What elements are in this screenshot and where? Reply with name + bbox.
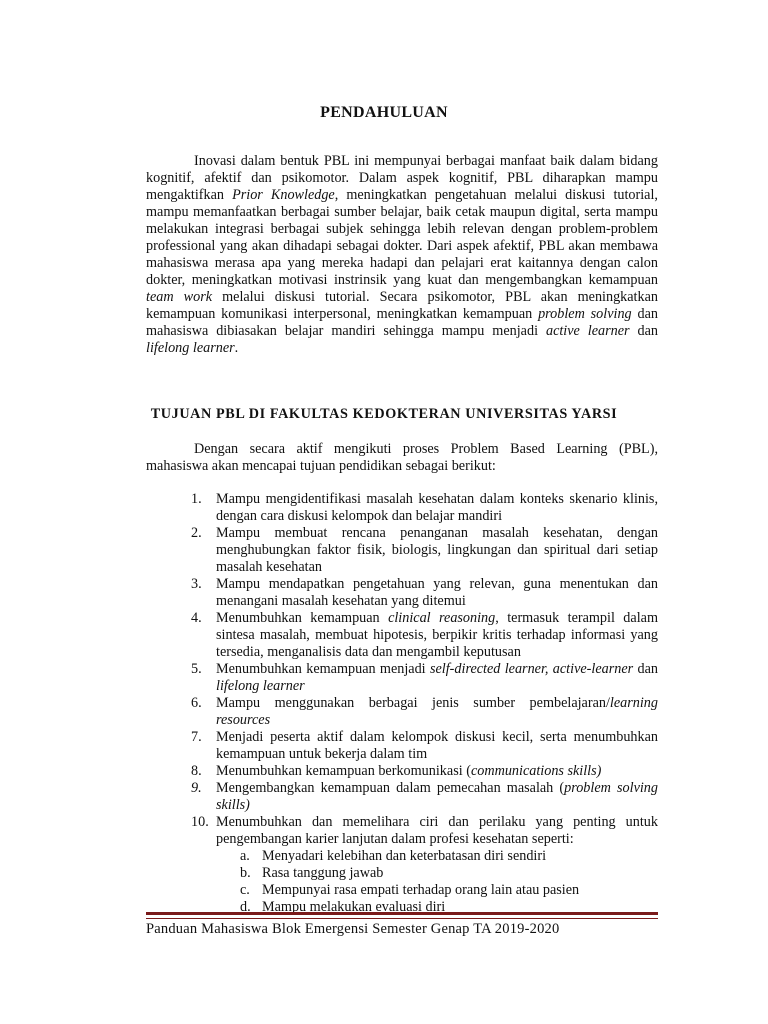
goal-text <box>216 780 658 814</box>
sub-list <box>216 848 658 916</box>
sub-item-letter: b. <box>240 865 251 881</box>
goal-segment: learning resources <box>216 695 658 728</box>
intro-text <box>146 153 658 356</box>
goal-segment: Menumbuhkan kemampuan berkomunikasi ( <box>216 763 471 779</box>
goal-item <box>146 576 658 610</box>
goal-segment: clinical reasoning <box>388 610 496 626</box>
intro-segment: problem solving <box>538 306 632 322</box>
goal-number: 3. <box>191 576 202 592</box>
goal-text <box>216 661 658 695</box>
goal-number: 2. <box>191 525 202 541</box>
goal-text <box>216 695 658 729</box>
goal-item <box>146 610 658 661</box>
goal-segment: problem solving skills) <box>216 780 658 813</box>
section-intro-paragraph <box>146 441 658 475</box>
goal-segment: Mampu mengidentifikasi masalah kesehatan dalam konteks skenario klinis, dengan cara diskusi kelompok dan belajar mandiri <box>216 491 658 524</box>
footer-rule-thick <box>146 912 658 915</box>
goal-number: 4. <box>191 610 202 626</box>
intro-segment: lifelong learner <box>146 340 235 356</box>
goal-text <box>216 576 658 610</box>
intro-paragraph <box>146 153 658 357</box>
goal-segment: Menjadi peserta aktif dalam kelompok diskusi kecil, serta menumbuhkan kemampuan untuk bekerja dalam tim <box>216 729 658 762</box>
goal-segment: , termasuk terampil dalam sintesa masalah, membuat hipotesis, berpikir kritis terhadap informasi yang tersedia, menganalisis data dan mengambil keputusan <box>216 610 658 660</box>
sub-item-letter: d. <box>240 899 251 915</box>
intro-segment: active learner <box>545 323 630 339</box>
sub-item <box>216 848 658 865</box>
goal-text <box>216 525 658 576</box>
goal-number: 10. <box>191 814 209 830</box>
sub-item-text: Rasa tanggung jawab <box>262 865 384 881</box>
goal-segment: Mampu mendapatkan pengetahuan yang relevan, guna menentukan dan menangani masalah kesehatan yang ditemui <box>216 576 658 609</box>
goal-text <box>216 763 658 780</box>
sub-item-text: Mampu melakukan evaluasi diri <box>262 899 446 915</box>
intro-segment: dan mahasiswa dibiasakan belajar mandiri sehingga mampu menjadi <box>146 306 658 339</box>
section-intro-text: Dengan secara aktif mengikuti proses Problem Based Learning (PBL), mahasiswa akan mencapai tujuan pendidikan sebagai berikut: <box>146 441 658 474</box>
goal-number: 1. <box>191 491 202 507</box>
sub-item <box>216 882 658 899</box>
goal-number: 5. <box>191 661 202 677</box>
goal-segment: Mampu membuat rencana penanganan masalah kesehatan, dengan menghubungkan faktor fisik, biologis, lingkungan dan spiritual dari setiap masalah kesehatan <box>216 525 658 575</box>
goal-item <box>146 763 658 780</box>
goal-segment: Menumbuhkan dan memelihara ciri dan perilaku yang penting untuk pengembangan karier lanjutan dalam profesi kesehatan seperti: <box>216 814 658 847</box>
goal-number: 9. <box>191 780 202 796</box>
goal-item <box>146 525 658 576</box>
goal-item <box>146 661 658 695</box>
goal-item <box>146 695 658 729</box>
goal-segment: Mampu menggunakan berbagai jenis sumber pembelajaran/ <box>216 695 610 711</box>
goal-text <box>216 814 658 848</box>
goal-item <box>146 780 658 814</box>
section-heading: TUJUAN PBL DI FAKULTAS KEDOKTERAN UNIVERSITAS YARSI <box>150 406 618 422</box>
goal-number: 6. <box>191 695 202 711</box>
sub-item-text: Mempunyai rasa empati terhadap orang lain atau pasien <box>262 882 580 898</box>
goal-text <box>216 610 658 661</box>
goal-text <box>216 729 658 763</box>
goal-segment: Menumbuhkan kemampuan menjadi <box>216 661 430 677</box>
intro-segment: team work <box>146 289 213 305</box>
sub-item-letter: c. <box>240 882 250 898</box>
page-title: PENDAHULUAN <box>320 104 448 121</box>
goal-text <box>216 491 658 525</box>
intro-segment: , meningkatkan pengetahuan melalui diskusi tutorial, mampu memanfaatkan berbagai sumber belajar, baik cetak maupun digital, serta mampu melakukan integrasi berbagai subjek sehingga lebih relevan dengan problem-problem professional yang akan dihadapi sebagai dokter. Dari aspek afektif, PBL akan membawa mahasiswa merasa apa yang mereka hadapi dan pelajari erat kaitannya dengan calon dokter, meningkatkan motivasi instrinsik yang kuat dan mengembangkan kemampuan <box>146 187 658 288</box>
goal-item <box>146 491 658 525</box>
goal-segment: Menumbuhkan kemampuan <box>216 610 389 626</box>
intro-segment: melalui diskusi tutorial. Secara psikomotor, PBL akan meningkatkan kemampuan komunikasi interpersonal, meningkatkan kemampuan <box>146 289 658 322</box>
goal-number: 7. <box>191 729 202 745</box>
intro-segment: dan <box>629 323 658 339</box>
sub-item-letter: a. <box>240 848 250 864</box>
intro-segment: Prior Knowledge <box>232 187 335 203</box>
goal-segment: self-directed learner, active-learner <box>429 661 634 677</box>
goal-segment: Mengembangkan kemampuan dalam pemecahan masalah ( <box>216 780 565 796</box>
sub-item-text: Menyadari kelebihan dan keterbatasan diri sendiri <box>262 848 547 864</box>
footer-rule-thin <box>146 918 658 919</box>
goal-segment: communications skills) <box>470 763 602 779</box>
goals-list <box>146 491 658 916</box>
page-footer: Panduan Mahasiswa Blok Emergensi Semester Genap TA 2019-2020 <box>146 921 560 937</box>
intro-segment: . <box>234 340 239 356</box>
intro-segment: Inovasi dalam bentuk PBL ini mempunyai berbagai manfaat baik dalam bidang kognitif, afektif dan psikomotor. Dalam aspek kognitif, PBL diharapkan mampu mengaktifkan <box>146 153 658 203</box>
goal-item <box>146 729 658 763</box>
goal-segment: lifelong learner <box>216 678 305 694</box>
sub-item <box>216 865 658 882</box>
goal-number: 8. <box>191 763 202 779</box>
goal-item <box>146 814 658 916</box>
goal-segment: dan <box>633 661 658 677</box>
